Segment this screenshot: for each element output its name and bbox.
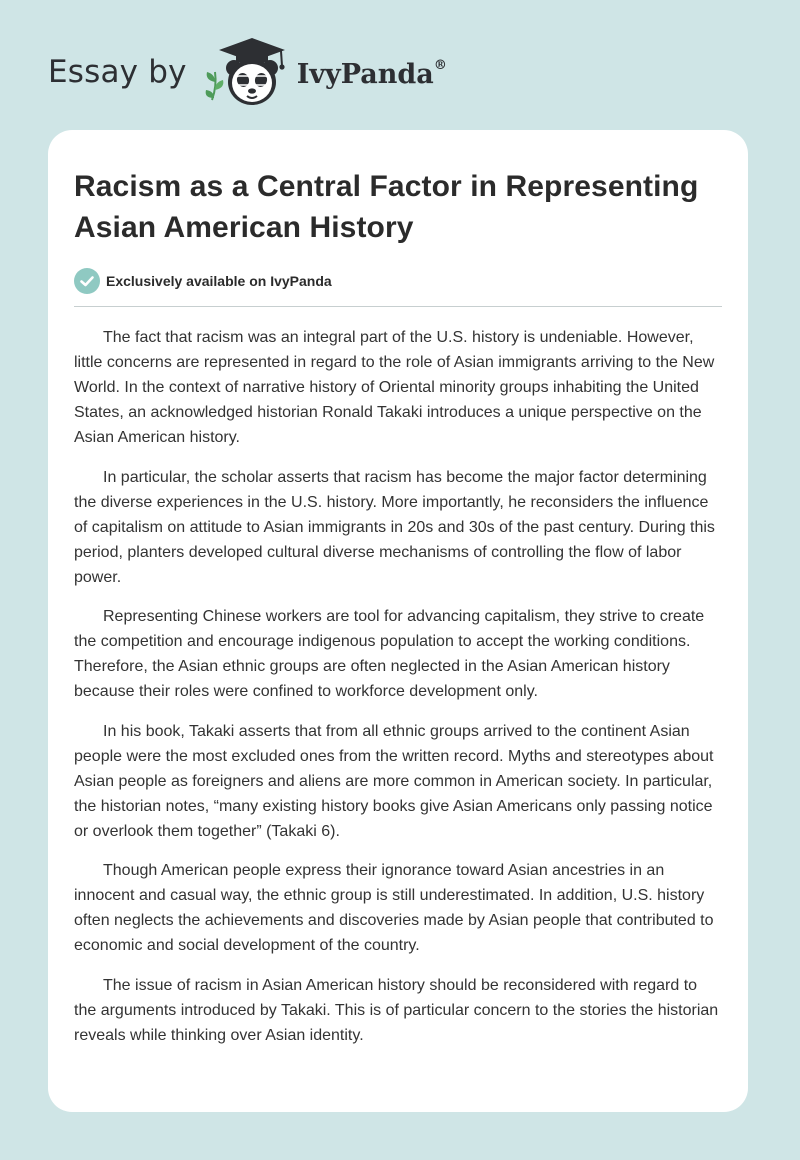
exclusive-badge-label: Exclusively available on IvyPanda: [106, 273, 332, 289]
paragraph-2: In particular, the scholar asserts that racism has become the major factor determining the diverse experiences in the U.S. history. More importantly, he reconsiders the influence of capitalism on attitude to Asian immigrants in 20s and 30s of the past century. During this period, planters developed cultural diverse mechanisms of controlling the flow of labor power.: [74, 468, 715, 586]
check-circle-icon: [74, 268, 100, 294]
essay-body: [74, 325, 722, 1048]
exclusive-badge: [74, 268, 722, 294]
page-title: Racism as a Central Factor in Representing Asian American History: [74, 170, 699, 244]
paragraph-4: In his book, Takaki asserts that from all ethnic groups arrived to the continent Asian people were the most excluded ones from the written record. Myths and stereotypes about Asian people as foreigners and aliens are more common in American society. In particular, the historian notes, “many existing history books give Asian Americans only passing notice or overlook them together” (Takaki 6).: [74, 722, 714, 840]
divider: [74, 306, 722, 307]
registered-mark: ®: [433, 57, 447, 73]
brand-name: [296, 57, 447, 90]
panda-graduate-icon: [203, 36, 295, 108]
essay-card: [48, 130, 748, 1112]
brand-header: [48, 36, 447, 108]
paragraph-3: Representing Chinese workers are tool for advancing capitalism, they strive to create the competition and encourage indigenous population to accept the working conditions. Therefore, the Asian ethnic groups are often neglected in the Asian American history because their roles were confined to workforce development only.: [74, 608, 705, 700]
essay-by-label: Essay by: [48, 53, 187, 90]
paragraph-6: The issue of racism in Asian American history should be reconsidered with regard to the arguments introduced by Takaki. This is of particular concern to the stories the historian reveals while thinking over Asian identity.: [74, 976, 719, 1044]
paragraph-5: Though American people express their ignorance toward Asian ancestries in an innocent and casual way, the ethnic group is still underestimated. In addition, U.S. history often neglects the achievements and discoveries made by Asian people that contributed to economic and social development of the country.: [74, 862, 714, 954]
paragraph-1: The fact that racism was an integral part of the U.S. history is undeniable. However, little concerns are represented in regard to the role of Asian immigrants arriving to the New World. In the context of narrative history of Oriental minority groups inhabiting the United States, an acknowledged historian Ronald Takaki introduces a unique perspective on the Asian American history.: [74, 329, 715, 446]
brand-name-text: IvyPanda: [296, 58, 434, 90]
